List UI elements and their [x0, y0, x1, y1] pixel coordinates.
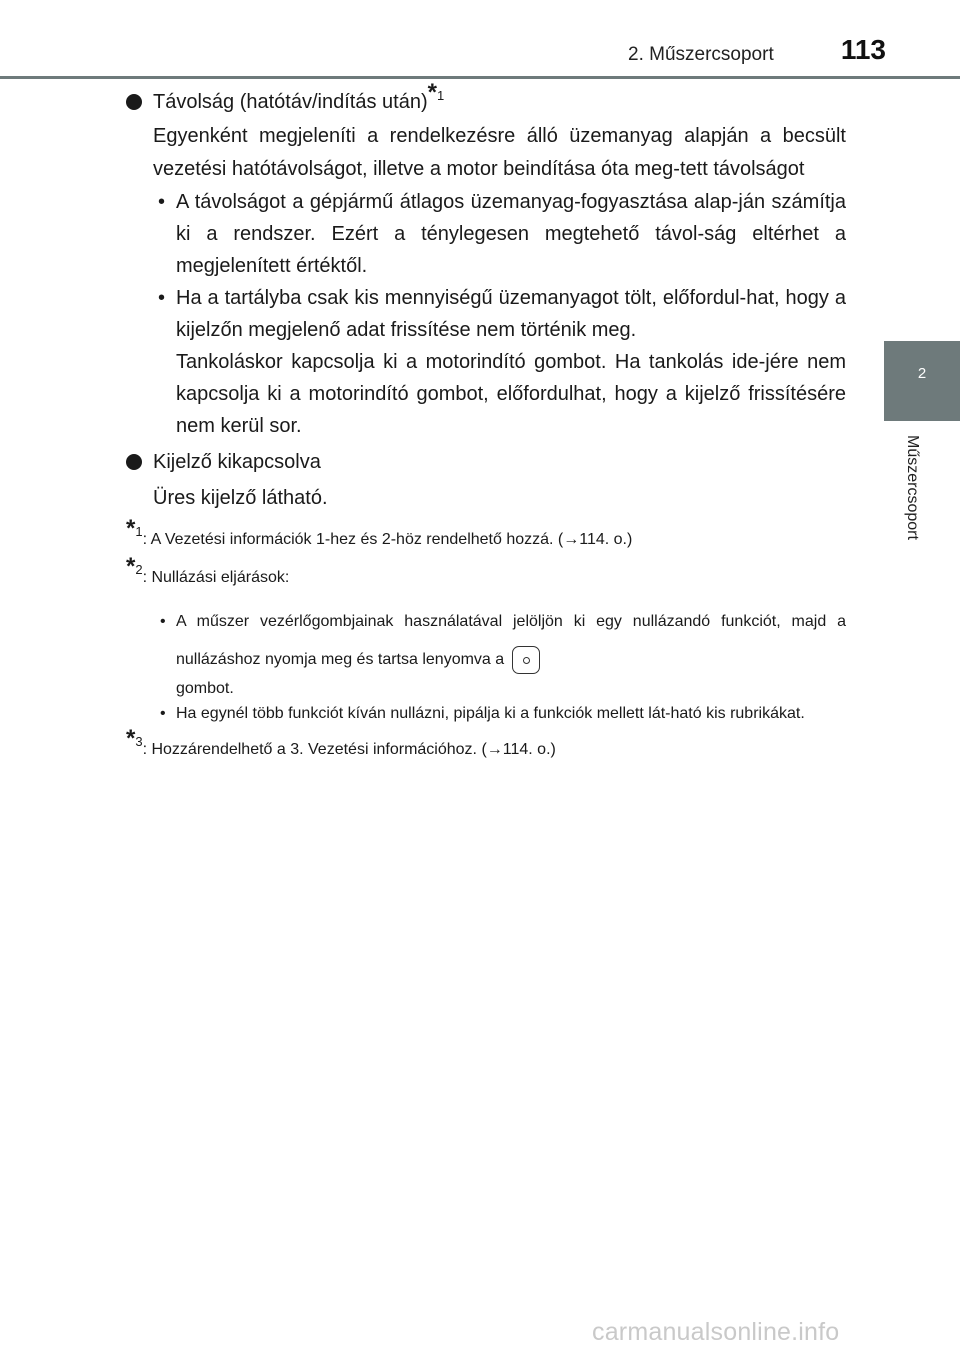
- footnote-sub-text-after: gombot.: [176, 680, 234, 697]
- chapter-tab-number: 2: [917, 365, 927, 382]
- item-display-off-description: Üres kijelző látható.: [153, 487, 328, 509]
- sub-item-text: A távolságot a gépjármű átlagos üzemanyag-fogyasztása alap-ján számítja ki a rendszer. Ezért a ténylegesen megtehető távol-ság eltérhet a megjelenített értéktől.: [176, 191, 846, 277]
- bullet-mark: •: [158, 287, 166, 309]
- item-distance-description: Egyenként megjeleníti a rendelkezésre álló üzemanyag alapján a becsült vezetési hatótávolságot, illetve a motor beindítása óta meg-tett távolságot: [153, 125, 846, 180]
- footnote-3: [126, 725, 846, 763]
- bullet-mark: •: [158, 191, 166, 213]
- footnote-text: : Nullázási eljárások:: [142, 569, 290, 586]
- sub-item: [126, 282, 846, 346]
- chapter-tab-title: Műszercsoport: [904, 435, 921, 540]
- footnote-2: [126, 553, 846, 591]
- footnote-sub-text: A műszer vezérlőgombjainak használatával jelöljön ki egy nullázandó funkciót, majd a nullázáshoz nyomja meg és tartsa lenyomva a: [176, 613, 846, 668]
- footnote-1: [126, 515, 846, 553]
- page-number: 113: [840, 34, 886, 65]
- item-display-off-heading: [126, 446, 846, 478]
- ok-button-icon: [512, 646, 540, 674]
- footnote-mark: *3: [126, 725, 143, 752]
- sub-item-text: Ha a tartályba csak kis mennyiségű üzemanyagot tölt, előfordul-hat, hogy a kijelzőn megjelenő adat frissítése nem történik meg.: [176, 287, 846, 341]
- bullet-dot-icon: [126, 454, 142, 470]
- item-heading-text: Kijelző kikapcsolva: [153, 451, 321, 473]
- bullet-dot-icon: [126, 94, 142, 110]
- chapter-tab: [884, 341, 960, 421]
- footnote-sub-item: [126, 603, 846, 699]
- footnote-text: : A Vezetési információk 1-hez és 2-höz rendelhető hozzá. (→114. o.): [142, 531, 633, 548]
- bullet-mark: •: [160, 705, 166, 722]
- header-section-title: 2. Műszercsoport: [628, 44, 774, 65]
- item-distance-heading: [126, 79, 846, 118]
- sub-item: [126, 186, 846, 282]
- footnote-text: : Hozzárendelhető a 3. Vezetési információhoz. (→114. o.): [142, 741, 556, 758]
- footnote-mark: *1: [126, 515, 143, 542]
- watermark: carmanualsonline.info: [592, 1318, 840, 1346]
- sub-item-continuation: [126, 346, 846, 442]
- item-heading-text: Távolság (hatótáv/indítás után): [153, 91, 428, 113]
- footnote-sub-item: [126, 703, 846, 725]
- page-content: [126, 79, 846, 763]
- footnote-mark: *2: [126, 553, 143, 580]
- footnote-ref: *1: [427, 79, 445, 106]
- header-rule: [0, 76, 960, 79]
- sub-item-text: Tankoláskor kapcsolja ki a motorindító gombot. Ha tankolás ide-jére nem kapcsolja ki a motorindító gombot, előfordulhat, hogy a kijelző frissítésére nem kerül sor.: [176, 351, 846, 437]
- footnote-sub-text: Ha egynél több funkciót kíván nullázni, pipálja ki a funkciók mellett lát-ható kis rubrikákat.: [176, 705, 805, 722]
- bullet-mark: •: [160, 613, 166, 630]
